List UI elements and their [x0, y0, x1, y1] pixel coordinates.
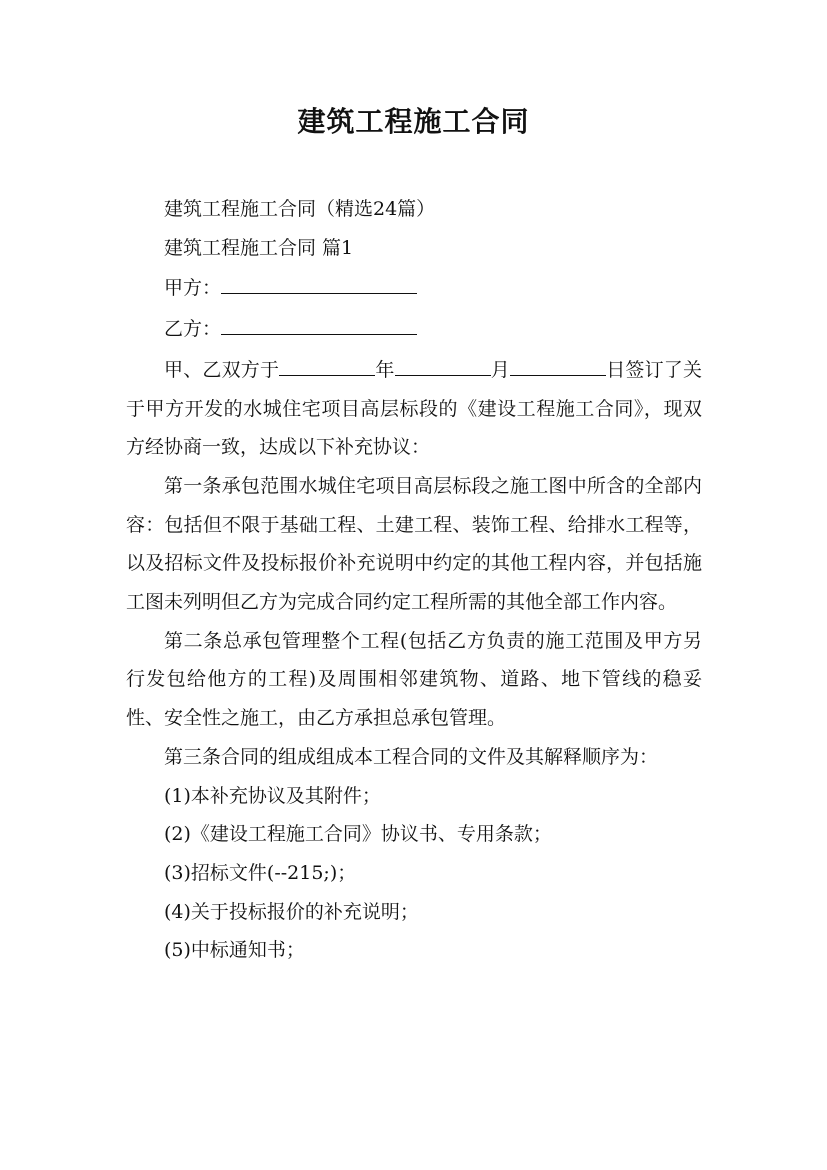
party-b-line — [126, 308, 702, 349]
party-b-label: 乙方： — [164, 318, 222, 341]
list-item: (4)关于投标报价的补充说明； — [164, 900, 419, 923]
sign-prefix: 甲、乙双方于 — [164, 358, 280, 381]
sign-day-rest: 日签订了关于甲方开发的水城住宅项目高层标段的《建设工程施工合同》，现双方经协商一致，达成以下补充协议： — [126, 358, 702, 459]
subtitle-paragraph: 建筑工程施工合同（精选24篇） — [164, 198, 436, 220]
party-a-label: 甲方： — [164, 277, 222, 300]
month-blank — [395, 349, 491, 376]
article-2-paragraph: 第二条总承包管理整个工程(包括乙方负责的施工范围及甲方另行发包给他方的工程)及周围相邻建筑物、道路、地下管线的稳妥性、安全性之施工，由乙方承担总承包管理。 — [126, 629, 702, 730]
article-3-paragraph: 第三条合同的组成组成本工程合同的文件及其解释顺序为： — [164, 745, 659, 768]
sign-year: 年 — [375, 358, 395, 381]
party-a-blank — [221, 267, 417, 294]
document-body — [126, 190, 702, 970]
year-blank — [279, 349, 375, 376]
list-item: (5)中标通知书； — [164, 939, 305, 962]
party-b-blank — [221, 308, 417, 335]
day-blank — [510, 349, 606, 376]
list-item: (1)本补充协议及其附件； — [164, 784, 381, 807]
signing-paragraph — [126, 349, 702, 467]
list-item: (2)《建设工程施工合同》协议书、专用条款； — [164, 823, 552, 846]
party-a-line — [126, 267, 702, 308]
sign-month: 月 — [490, 358, 510, 381]
chapter-heading: 建筑工程施工合同 篇1 — [164, 236, 354, 259]
document-title: 建筑工程施工合同 — [297, 105, 530, 138]
list-item: (3)招标文件(--215;)； — [164, 861, 357, 884]
article-1-paragraph: 第一条承包范围水城住宅项目高层标段之施工图中所含的全部内容：包括但不限于基础工程、土建工程、装饰工程、给排水工程等，以及招标文件及投标报价补充说明中约定的其他工程内容，并包括施工图未列明但乙方为完成合同约定工程所需的其他全部工作内容。 — [126, 474, 702, 614]
